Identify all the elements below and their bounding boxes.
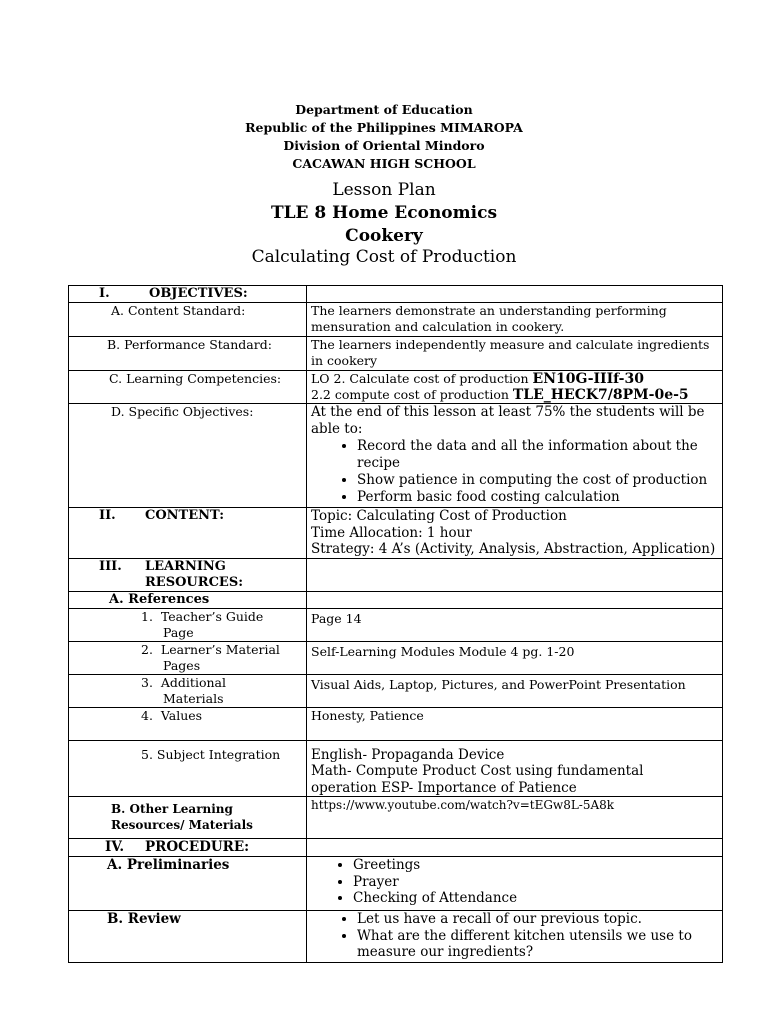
learners-material-value: Self-Learning Modules Module 4 pg. 1-20 <box>307 641 723 674</box>
additional-materials-row: 3. Additional Materials Visual Aids, Laptop, Pictures, and PowerPoint Presentation <box>69 674 723 707</box>
competency-2-code: TLE_HECK7/8PM-0e-5 <box>512 387 689 403</box>
specific-objectives-label: D. Specific Objectives: <box>69 404 307 508</box>
competencies-label: C. Learning Competencies: <box>69 371 307 404</box>
specific-objectives-list <box>311 438 718 506</box>
preliminaries-row <box>69 857 723 911</box>
competency-1: LO 2. Calculate cost of production EN10G-IIIf-30 <box>311 371 644 387</box>
procedure-num: IV. <box>105 839 125 855</box>
values-value: Honesty, Patience <box>307 707 723 740</box>
list-item: • Checking of Attendance <box>353 890 718 907</box>
teachers-guide-value: Page 14 <box>307 608 723 641</box>
list-item: • Let us have a recall of our previous topic. <box>357 911 718 928</box>
subject-integration-row <box>69 740 723 797</box>
other-resources-link: https://www.youtube.com/watch?v=tEGw8L-5A8k <box>307 797 723 839</box>
content-standard-label: A. Content Standard: <box>69 303 307 337</box>
other-resources-row <box>69 797 723 839</box>
content-heading: CONTENT: <box>145 508 225 523</box>
lesson-plan-table <box>68 285 723 963</box>
objectives-num: I. <box>99 286 110 301</box>
teachers-guide-row: 1. Teacher’s Guide Page Page 14 <box>69 608 723 641</box>
competency-2: 2.2 compute cost of production TLE_HECK7/8PM-0e-5 <box>311 387 689 403</box>
list-item: • Perform basic food costing calculation <box>357 489 718 506</box>
learners-material-label: Learner’s Material <box>160 641 280 657</box>
content-standard-value: The learners demonstrate an understanding performing mensuration and calculation in cookery. <box>307 303 723 337</box>
additional-materials-label: Additional <box>160 674 226 690</box>
list-item: • Greetings <box>353 857 718 874</box>
references-label: A. References <box>69 591 307 608</box>
values-row: 4. Values Honesty, Patience <box>69 707 723 740</box>
content-row <box>69 508 723 559</box>
list-item: • Prayer <box>353 874 718 891</box>
preliminaries-label: A. Preliminaries <box>69 857 307 911</box>
review-row <box>69 911 723 963</box>
list-item: • What are the different kitchen utensils we use to measure our ingredients? <box>357 928 718 961</box>
other-resources-label-1: B. Other Learning <box>111 802 233 816</box>
content-time: Time Allocation: 1 hour <box>311 524 472 541</box>
procedure-heading: PROCEDURE: <box>145 839 250 855</box>
header-line-school: CACAWAN HIGH SCHOOL <box>292 156 476 171</box>
objectives-heading-row <box>69 286 723 303</box>
performance-standard-row <box>69 337 723 371</box>
list-item: • Show patience in computing the cost of production <box>357 472 718 489</box>
content-num: II. <box>99 508 116 523</box>
objectives-heading: OBJECTIVES: <box>149 286 248 301</box>
resources-heading-line1: LEARNING <box>145 558 226 574</box>
topic-title: Calculating Cost of Production <box>251 247 517 267</box>
header-line-division: Division of Oriental Mindoro <box>283 138 485 153</box>
references-row <box>69 591 723 608</box>
subject-integration-math: Math- Compute Product Cost using fundamental <box>311 763 644 779</box>
performance-standard-label: B. Performance Standard: <box>69 337 307 371</box>
header-line-department: Department of Education <box>295 102 473 117</box>
content-standard-row <box>69 303 723 337</box>
specific-objectives-intro: At the end of this lesson at least 75% the students will be able to: <box>311 404 705 437</box>
learners-material-row: 2. Learner’s Material Pages Self-Learning Modules Module 4 pg. 1-20 <box>69 641 723 674</box>
resources-heading-line2: RESOURCES: <box>145 574 244 590</box>
values-label: Values <box>160 707 203 723</box>
area-title: Cookery <box>345 226 423 246</box>
lesson-plan-label: Lesson Plan <box>332 180 436 200</box>
content-strategy: Strategy: 4 A’s (Activity, Analysis, Abstraction, Application) <box>311 541 716 557</box>
performance-standard-value: The learners independently measure and calculate ingredients in cookery <box>307 337 723 371</box>
preliminaries-list <box>311 857 718 907</box>
resources-num: III. <box>99 558 122 574</box>
subject-integration-esp: operation ESP- Importance of Patience <box>311 779 577 796</box>
other-resources-label-2: Resources/ Materials <box>111 818 253 832</box>
teachers-guide-label: Teacher’s Guide <box>160 608 264 624</box>
specific-objectives-row <box>69 404 723 508</box>
header-line-republic: Republic of the Philippines MIMAROPA <box>245 120 523 135</box>
review-label: B. Review <box>69 911 307 963</box>
competency-1-code: EN10G-IIIf-30 <box>532 371 644 387</box>
subject-title: TLE 8 Home Economics <box>270 203 498 223</box>
content-topic: Topic: Calculating Cost of Production <box>311 508 567 524</box>
additional-materials-value: Visual Aids, Laptop, Pictures, and PowerPoint Presentation <box>307 674 723 707</box>
competencies-row <box>69 371 723 404</box>
subject-integration-label: 5. Subject Integration <box>69 740 307 797</box>
review-list <box>311 911 718 961</box>
list-item: • Record the data and all the information about the recipe <box>357 438 718 472</box>
subject-integration-english: English- Propaganda Device <box>311 746 505 763</box>
resources-heading-row <box>69 558 723 591</box>
procedure-heading-row <box>69 839 723 857</box>
